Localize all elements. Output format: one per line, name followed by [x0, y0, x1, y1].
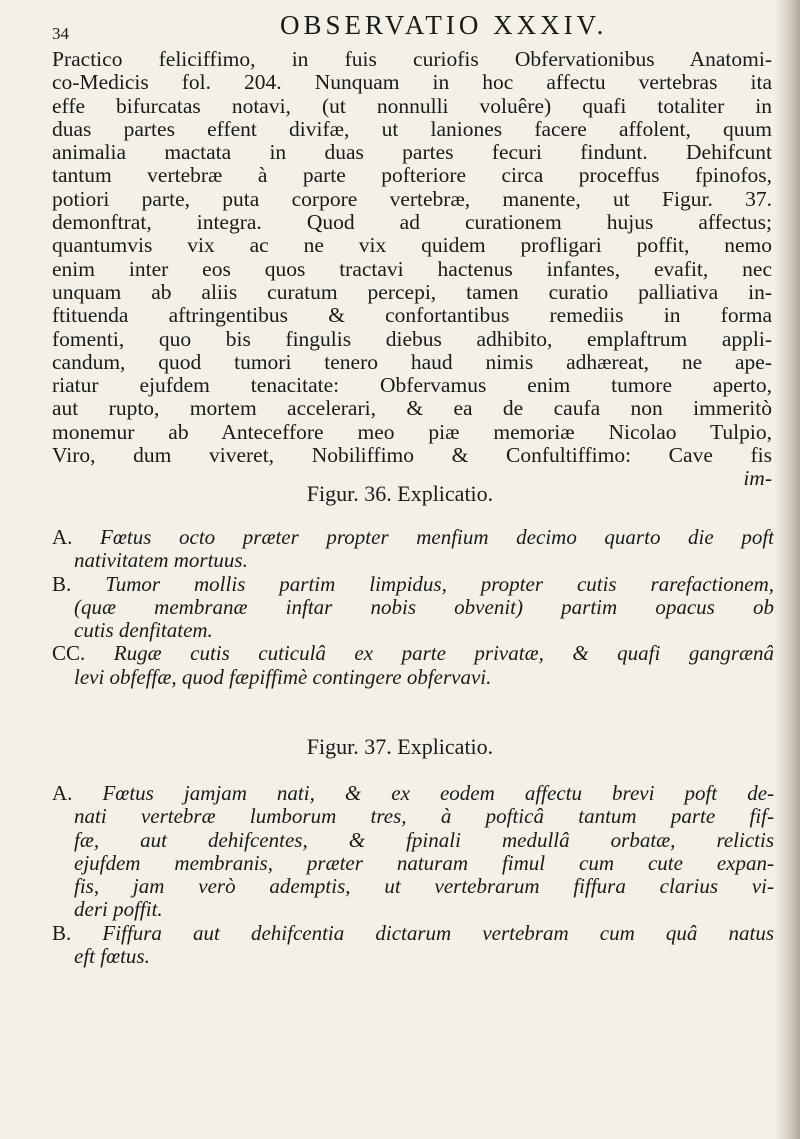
- caption-line: levi obfeffæ, quod fæpiffimè contingere obfervavi.: [74, 665, 492, 689]
- text-line: ftituenda aftringentibus & confortantibus remediis in forma: [52, 304, 772, 328]
- caption-text: Fiffura aut dehifcentia dictarum vertebram cum quâ natus: [102, 921, 774, 945]
- page-header: [52, 10, 772, 46]
- caption-line: [52, 782, 774, 805]
- caption-line: fis, jam verò ademptis, ut vertebrarum fiffura clarius vi-: [74, 875, 774, 899]
- caption-text: Fœtus octo præter propter menfium decimo quarto die poft: [100, 526, 774, 549]
- text-line: aut rupto, mortem accelerari, & ea de caufa non immeritò: [52, 397, 772, 421]
- text-line: demonftrat, integra. Quod ad curationem hujus affectus;: [52, 211, 772, 235]
- text-line: candum, quod tumori tenero haud nimis adhæreat, ne ape-: [52, 350, 772, 374]
- text-line: quantumvis vix ac ne vix quidem profligari poffit, nemo: [52, 234, 772, 258]
- figure-36-heading: Figur. 36. Explicatio.: [306, 481, 494, 506]
- caption-line: nati vertebræ lumborum tres, à pofticâ tantum parte fif-: [74, 805, 774, 829]
- text-line: Viro, dum viveret, Nobiliffimo & Confultiffimo: Cave fis: [52, 444, 772, 468]
- figure-36-explanation: [52, 526, 774, 689]
- text-line: riatur ejufdem tenacitate: Obfervamus enim tumore aperto,: [52, 374, 772, 398]
- text-line: fomenti, quo bis fingulis diebus adhibito, emplaftrum appli-: [52, 327, 772, 351]
- caption-label: CC.: [52, 642, 86, 666]
- text-line: unquam ab aliis curatum percepi, tamen curatio palliativa in-: [52, 280, 772, 304]
- text-line: duas partes effent divifæ, ut laniones facere affolent, quum: [52, 117, 772, 141]
- text-line: monemur ab Anteceffore meo piæ memoriæ Nicolao Tulpio,: [52, 420, 772, 444]
- caption-line: nativitatem mortuus.: [74, 549, 248, 573]
- caption-text: Fœtus jamjam nati, & ex eodem affectu brevi poft de-: [102, 782, 774, 805]
- text-line: potiori parte, puta corpore vertebræ, manente, ut Figur. 37.: [52, 187, 772, 211]
- page-edge-shadow: [774, 0, 800, 1139]
- text-line: enim inter eos quos tractavi hactenus infantes, evafit, nec: [52, 257, 772, 281]
- caption-line: fæ, aut dehifcentes, & fpinali medullâ orbatæ, relictis: [74, 828, 774, 852]
- caption-label: A.: [52, 782, 73, 805]
- caption-line: ejufdem membranis, præter naturam fimul cum cute expan-: [74, 851, 774, 875]
- caption-line: cutis denfitatem.: [74, 619, 213, 643]
- caption-line: deri poffit.: [74, 898, 163, 922]
- text-line: effe bifurcatas notavi, (ut nonnulli voluêre) quafi totaliter in: [52, 94, 772, 118]
- caption-label: A.: [52, 526, 73, 549]
- catchword: im-: [743, 467, 772, 491]
- caption-label: B.: [52, 921, 72, 945]
- main-paragraph: [52, 48, 772, 491]
- text-line: tantum vertebræ à parte pofteriore circa proceffus fpinofos,: [52, 164, 772, 188]
- caption-line: eft fœtus.: [74, 945, 150, 969]
- running-title: OBSERVATIO XXXIV.: [280, 10, 608, 40]
- caption-label: B.: [52, 572, 72, 596]
- text-line: animalia mactata in duas partes fecuri findunt. Dehifcunt: [52, 141, 772, 165]
- caption-line: [52, 642, 774, 665]
- caption-text: Rugæ cutis cuticulâ ex parte privatæ, & quafi gangrænâ: [113, 642, 774, 666]
- figure-37-heading: Figur. 37. Explicatio.: [306, 734, 494, 759]
- page-number: 34: [52, 24, 69, 43]
- caption-line: [52, 573, 774, 596]
- text-line: Practico feliciffimo, in fuis curiofis Obfervationibus Anatomi-: [52, 48, 772, 71]
- figure-37-explanation: [52, 782, 774, 968]
- caption-text: Tumor mollis partim limpidus, propter cutis rarefactionem,: [105, 572, 774, 596]
- caption-line: [52, 526, 774, 549]
- caption-line: [52, 922, 774, 945]
- text-line: co-Medicis fol. 204. Nunquam in hoc affectu vertebras ita: [52, 71, 772, 95]
- caption-line: (quæ membranæ inftar nobis obvenit) partim opacus ob: [74, 595, 774, 619]
